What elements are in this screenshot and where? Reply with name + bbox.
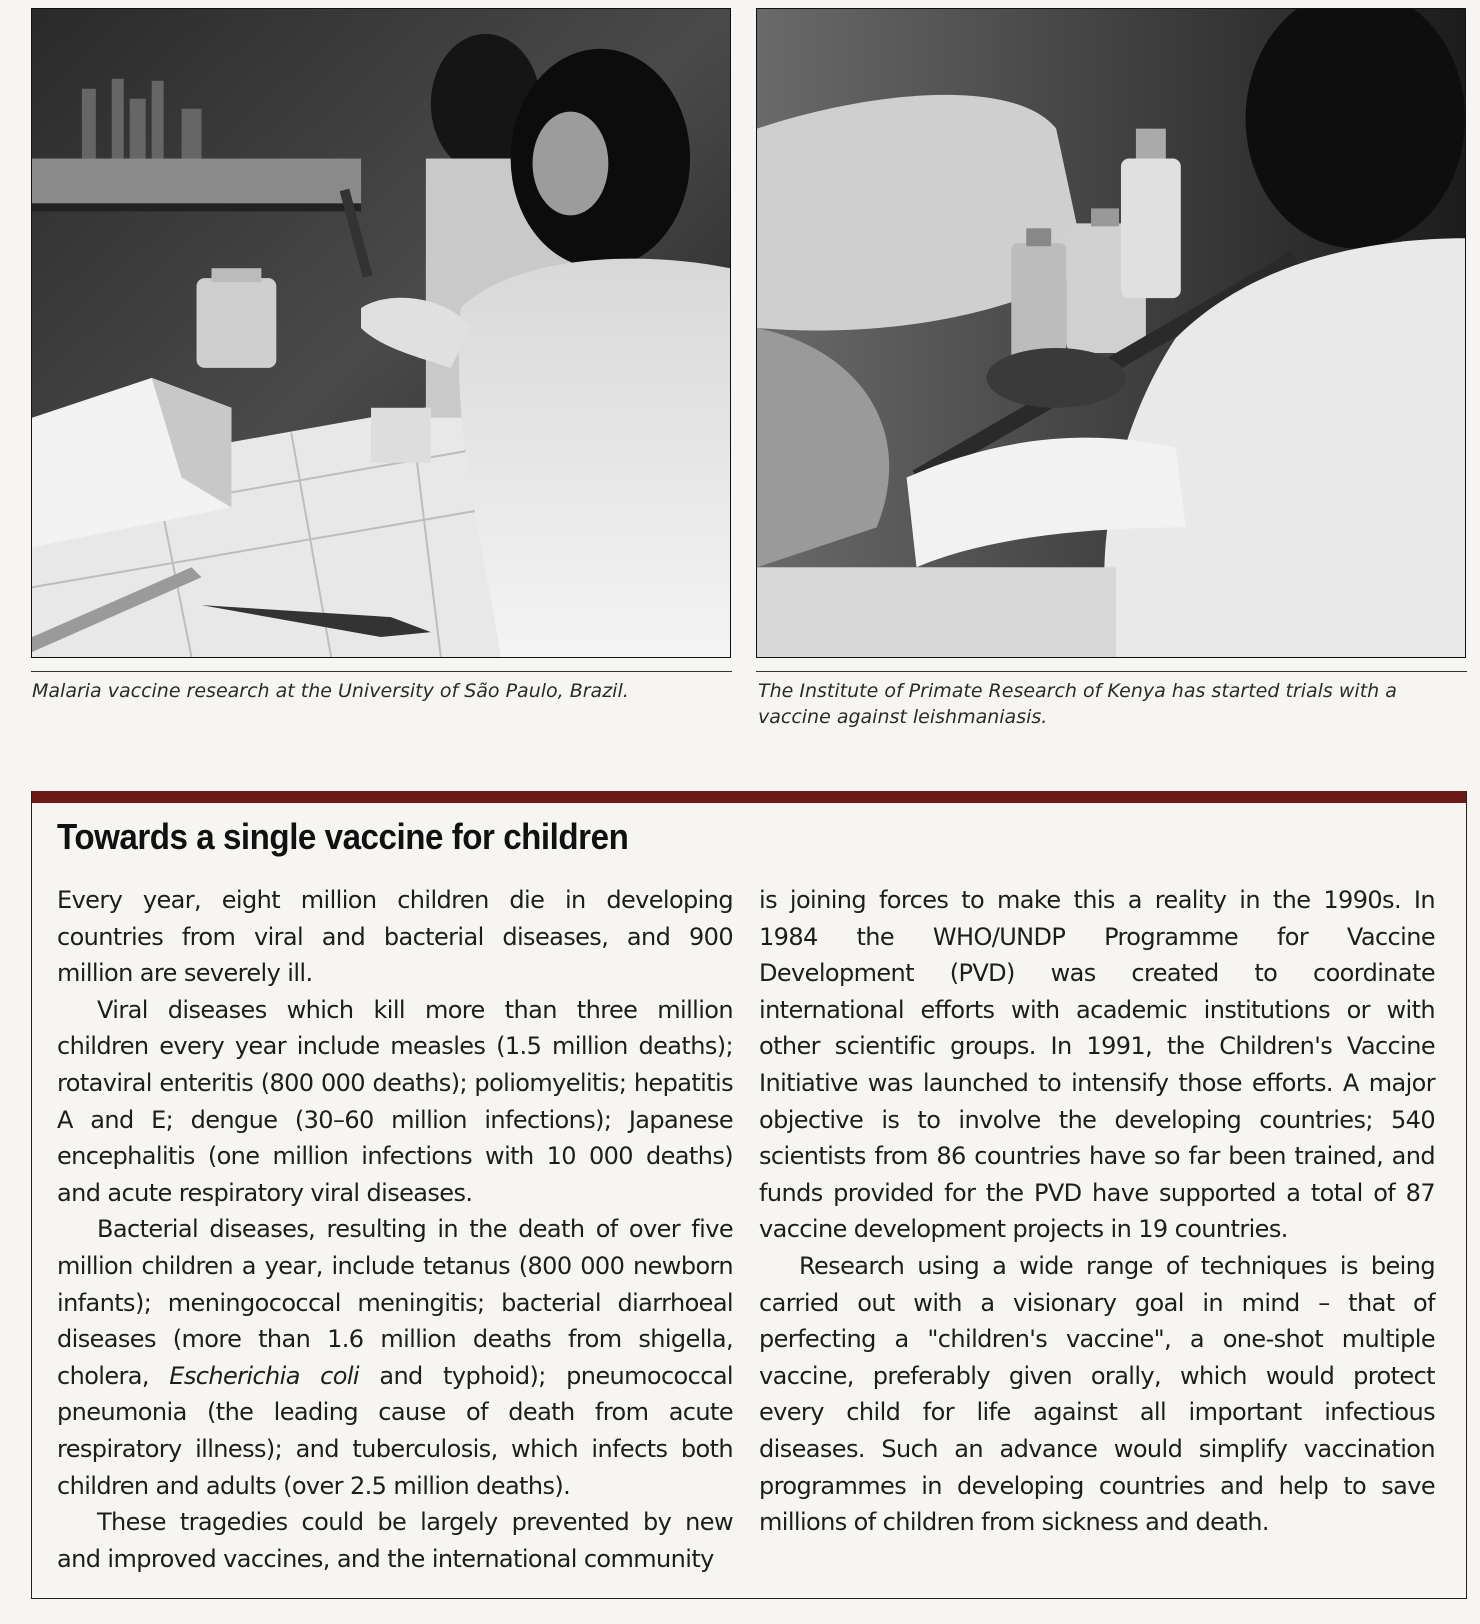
caption-right: The Institute of Primate Research of Kenya has started trials with a vaccine against leishmaniasis. [758, 680, 1397, 728]
paragraph: These tragedies could be largely prevented by new and improved vaccines, and the international community [57, 1508, 733, 1573]
paragraph [57, 1211, 733, 1504]
paragraph: Research using a wide range of techniques is being carried out with a visionary goal in mind – that of perfecting a "children's vaccine", a one-shot multiple vaccine, preferably given orally, which would protect every child for life against all important infectious diseases. Such an advance would simplify vaccination programmes in developing countries and help to save millions of children from sickness and death. [759, 1251, 1435, 1537]
photo-primate-research-kenya-image [757, 9, 1465, 657]
text-span: and typhoid); pneumococcal pneumonia (the leading cause of death from acute respiratory illness); and tuberculosis, which infects both children and adults (over 2.5 million deaths). [57, 1361, 733, 1500]
italic-species-name: Escherichia coli [169, 1361, 359, 1390]
caption-rule-left [31, 671, 732, 672]
article-column-left [57, 882, 733, 1577]
caption-rule-right [756, 671, 1467, 672]
article-column-right [759, 882, 1435, 1541]
photo-lab-sao-paulo-image [32, 9, 730, 657]
photo-primate-research-kenya [756, 8, 1466, 658]
paragraph: Viral diseases which kill more than three million children every year include measles (1.5 million deaths); rotaviral enteritis (800 000 deaths); poliomyelitis; hepatitis A and E; dengue (30–60 million infections); Japanese encephalitis (one million infections with 10 000 deaths) and acute respiratory viral diseases. [57, 995, 733, 1207]
paragraph: is joining forces to make this a reality in the 1990s. In 1984 the WHO/UNDP Programme for Vaccine Development (PVD) was created to coordinate international efforts with academic institutions or with other scientific groups. In 1991, the Children's Vaccine Initiative was launched to intensify those efforts. A major objective is to involve the developing countries; 540 scientists from 86 countries have so far been trained, and funds provided for the PVD have supported a total of 87 vaccine development projects in 19 countries. [759, 886, 1435, 1244]
caption-left: Malaria vaccine research at the University of São Paulo, Brazil. [32, 680, 629, 702]
photo-lab-sao-paulo [31, 8, 731, 658]
box-title: Towards a single vaccine for children [57, 816, 629, 857]
text-span: Bacterial diseases, resulting in the death of over five million children a year, include tetanus (800 000 newborn infants); meningococcal meningitis; bacterial diarrhoeal diseases (more than 1.6 million deaths from shigella, cholera, [57, 1215, 733, 1390]
paragraph: Every year, eight million children die in developing countries from viral and bacterial diseases, and 900 million are severely ill. [57, 886, 733, 988]
